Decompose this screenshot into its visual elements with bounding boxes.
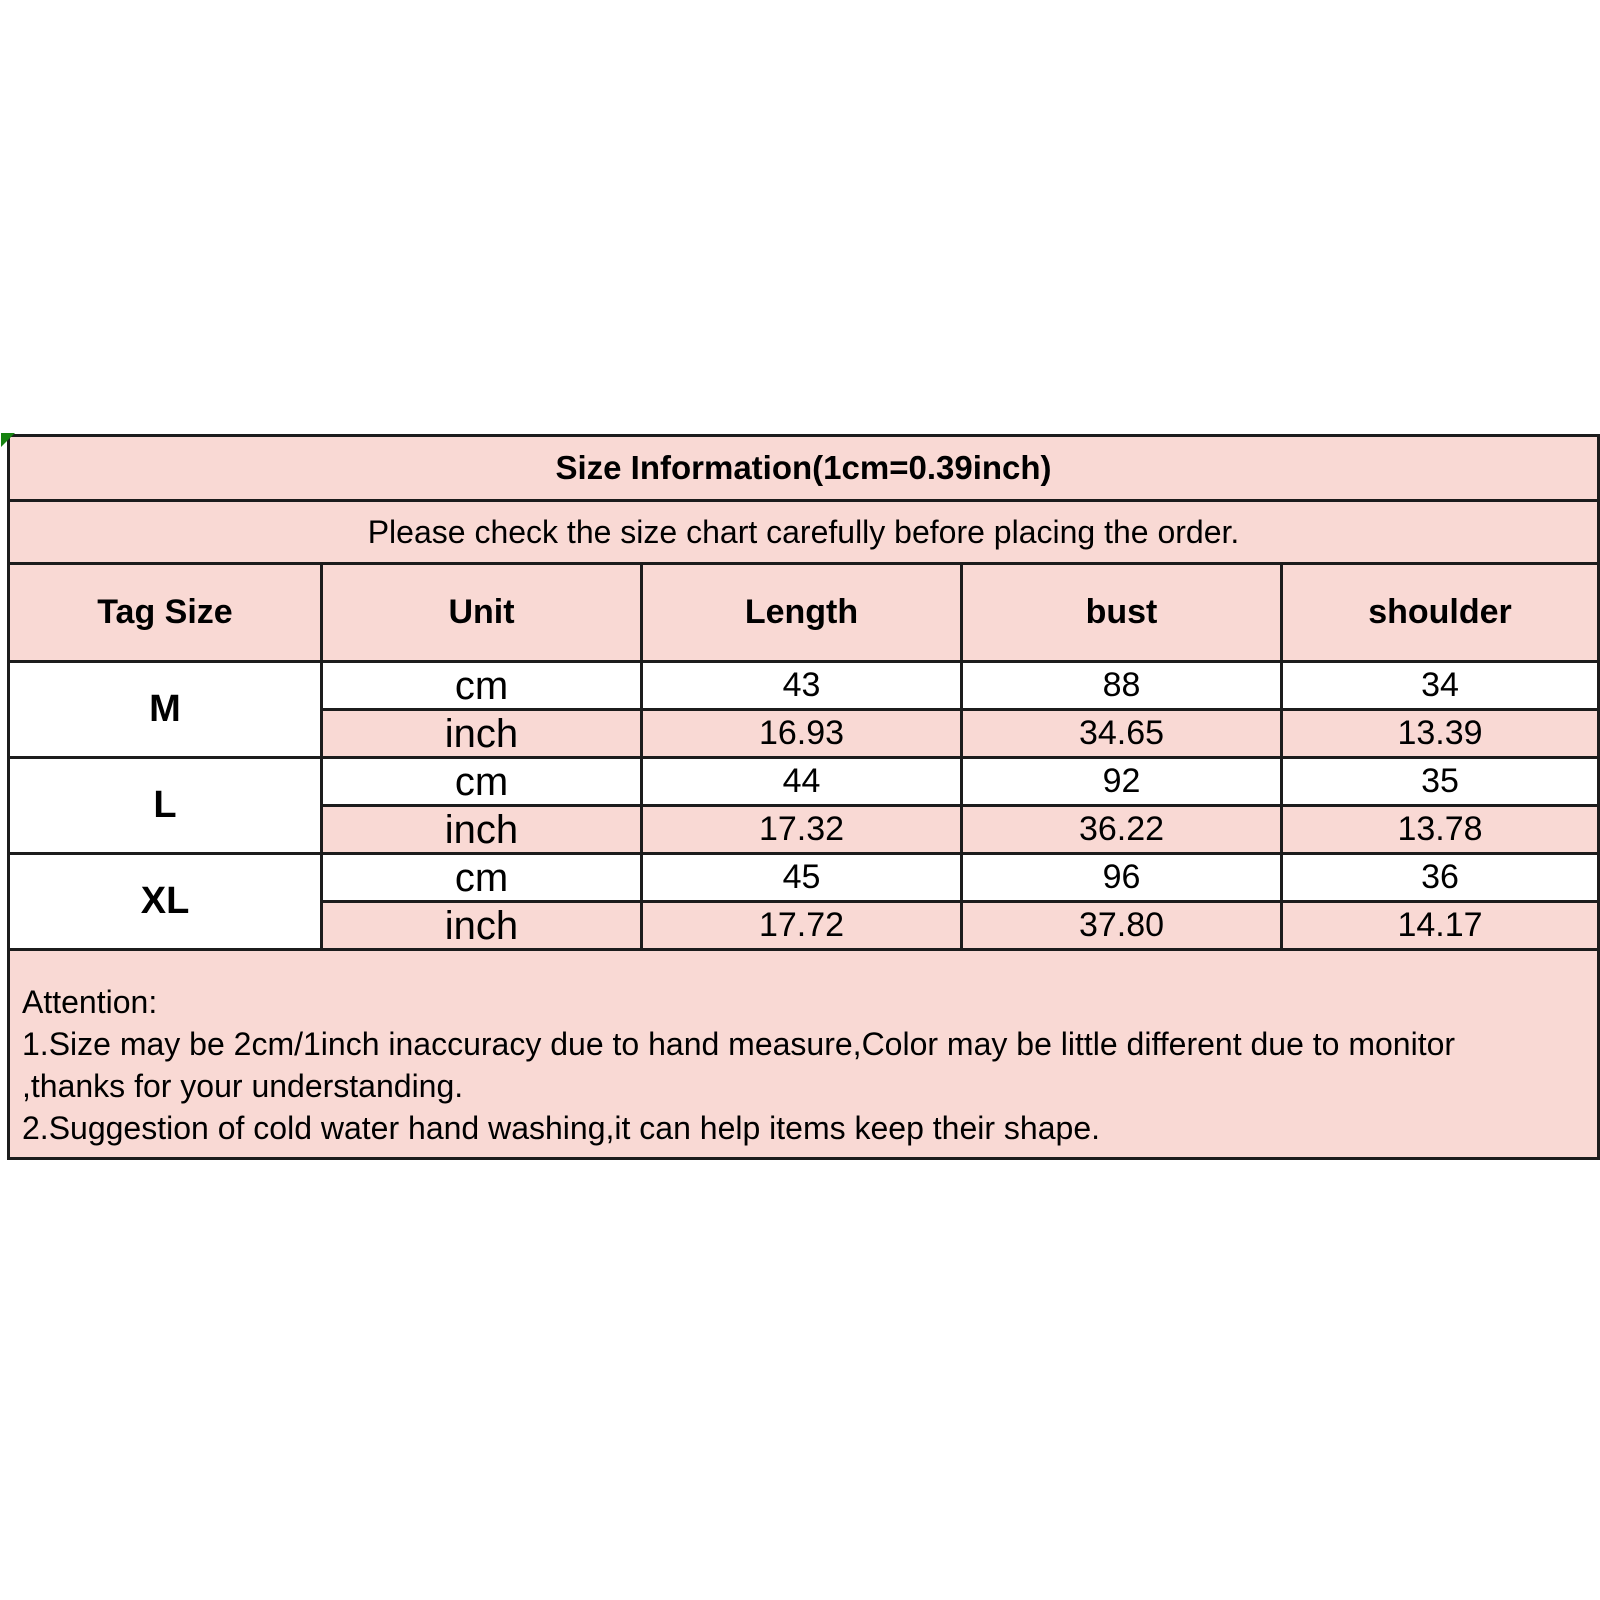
attention-note-1: 1.Size may be 2cm/1inch inaccuracy due to hand measure,Color may be little different due to monitor	[22, 1026, 1456, 1062]
corner-triangle-icon	[1, 433, 15, 447]
value-cell-l-cm-bust: 92	[962, 758, 1282, 806]
value-cell-m-cm-shoulder: 34	[1282, 662, 1599, 710]
table-row	[9, 501, 1599, 564]
unit-cell-l-inch: inch	[322, 806, 642, 854]
table-title: Size Information(1cm=0.39inch)	[9, 436, 1599, 501]
unit-cell-m-inch: inch	[322, 710, 642, 758]
table-subtitle: Please check the size chart carefully before placing the order.	[9, 501, 1599, 564]
table-row	[9, 436, 1599, 501]
size-label-l: L	[9, 758, 322, 854]
size-label-m: M	[9, 662, 322, 758]
attention-cell	[9, 950, 1599, 1159]
table-row	[9, 758, 1599, 806]
value-cell-m-inch-bust: 34.65	[962, 710, 1282, 758]
size-chart-table	[7, 434, 1600, 1160]
value-cell-m-inch-shoulder: 13.39	[1282, 710, 1599, 758]
table-header-row	[9, 564, 1599, 662]
value-cell-l-cm-shoulder: 35	[1282, 758, 1599, 806]
header-cell-length: Length	[642, 564, 962, 662]
header-cell-shoulder: shoulder	[1282, 564, 1599, 662]
table-row	[9, 662, 1599, 710]
size-label-xl: XL	[9, 854, 322, 950]
header-cell-unit: Unit	[322, 564, 642, 662]
value-cell-xl-cm-bust: 96	[962, 854, 1282, 902]
value-cell-m-cm-length: 43	[642, 662, 962, 710]
value-cell-xl-inch-length: 17.72	[642, 902, 962, 950]
value-cell-l-cm-length: 44	[642, 758, 962, 806]
unit-cell-xl-inch: inch	[322, 902, 642, 950]
value-cell-xl-inch-bust: 37.80	[962, 902, 1282, 950]
unit-cell-xl-cm: cm	[322, 854, 642, 902]
value-cell-xl-cm-shoulder: 36	[1282, 854, 1599, 902]
attention-heading: Attention:	[22, 984, 158, 1020]
attention-row	[9, 950, 1599, 1159]
value-cell-l-inch-bust: 36.22	[962, 806, 1282, 854]
unit-cell-l-cm: cm	[322, 758, 642, 806]
value-cell-m-cm-bust: 88	[962, 662, 1282, 710]
value-cell-l-inch-shoulder: 13.78	[1282, 806, 1599, 854]
attention-note-2: 2.Suggestion of cold water hand washing,it can help items keep their shape.	[22, 1110, 1100, 1146]
table-row	[9, 854, 1599, 902]
value-cell-m-inch-length: 16.93	[642, 710, 962, 758]
value-cell-l-inch-length: 17.32	[642, 806, 962, 854]
value-cell-xl-cm-length: 45	[642, 854, 962, 902]
value-cell-xl-inch-shoulder: 14.17	[1282, 902, 1599, 950]
attention-note-1-cont: ,thanks for your understanding.	[22, 1068, 464, 1104]
header-cell-tag-size: Tag Size	[9, 564, 322, 662]
unit-cell-m-cm: cm	[322, 662, 642, 710]
header-cell-bust: bust	[962, 564, 1282, 662]
